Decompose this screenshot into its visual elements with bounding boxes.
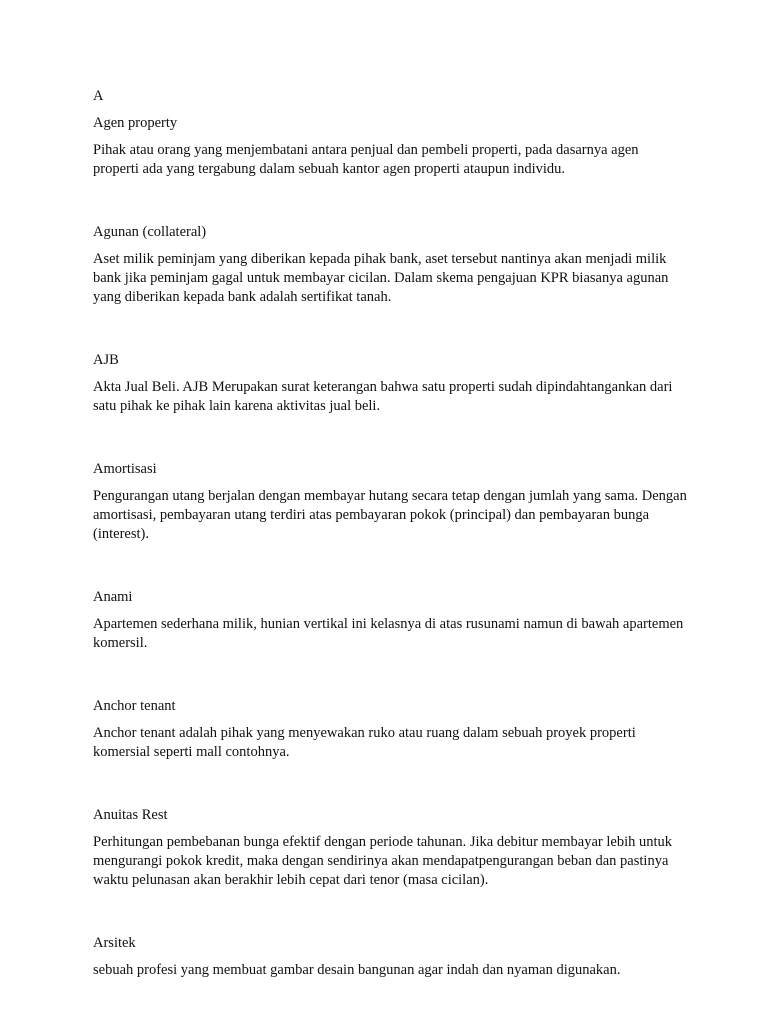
glossary-entry-ajb [93, 351, 688, 416]
document-page [93, 87, 688, 980]
entry-definition: Apartemen sederhana milik, hunian vertikal ini kelasnya di atas rusunami namun di bawah apartemen komersil. [93, 616, 684, 651]
entry-term: Anchor tenant [93, 698, 176, 714]
glossary-entry-arsitek [93, 934, 688, 980]
entry-term: AJB [93, 352, 119, 368]
glossary-entry-agunan [93, 223, 688, 307]
entry-term: Amortisasi [93, 461, 157, 477]
glossary-entry-anchor-tenant [93, 697, 688, 762]
glossary-entry-amortisasi [93, 460, 688, 544]
entry-definition: Akta Jual Beli. AJB Merupakan surat keterangan bahwa satu properti sudah dipindahtangankan dari satu pihak ke pihak lain karena aktivitas jual beli. [93, 379, 673, 414]
entry-term: Agunan (collateral) [93, 224, 207, 240]
entry-definition: Pihak atau orang yang menjembatani antara penjual dan pembeli properti, pada dasarnya agen properti ada yang tergabung dalam sebuah kantor agen properti ataupun individu. [93, 142, 639, 177]
entry-term: Agen property [93, 115, 178, 131]
entry-definition: Anchor tenant adalah pihak yang menyewakan ruko atau ruang dalam sebuah proyek properti komersial seperti mall contohnya. [93, 725, 636, 760]
entry-term: Arsitek [93, 935, 136, 951]
entry-definition: Aset milik peminjam yang diberikan kepada pihak bank, aset tersebut nantinya akan menjadi milik bank jika peminjam gagal untuk membayar cicilan. Dalam skema pengajuan KPR biasanya agunan yang diberikan kepada bank adalah sertifikat tanah. [93, 251, 669, 305]
entry-definition: Perhitungan pembebanan bunga efektif dengan periode tahunan. Jika debitur membayar lebih untuk mengurangi pokok kredit, maka dengan sendirinya akan mendapatpengurangan beban dan pastinya waktu pelunasan akan berakhir lebih cepat dari tenor (masa cicilan). [93, 834, 673, 888]
entry-term: Anuitas Rest [93, 807, 168, 823]
entry-definition: Pengurangan utang berjalan dengan membayar hutang secara tetap dengan jumlah yang sama. Dengan amortisasi, pembayaran utang terdiri atas pembayaran pokok (principal) dan pembayaran bunga (interest). [93, 488, 687, 542]
entry-term: Anami [93, 589, 133, 605]
section-letter: A [93, 88, 104, 104]
glossary-entry-anami [93, 588, 688, 653]
glossary-entry-anuitas-rest [93, 806, 688, 890]
entry-definition: sebuah profesi yang membuat gambar desain bangunan agar indah dan nyaman digunakan. [93, 962, 621, 978]
glossary-entry-agen-property [93, 114, 688, 179]
